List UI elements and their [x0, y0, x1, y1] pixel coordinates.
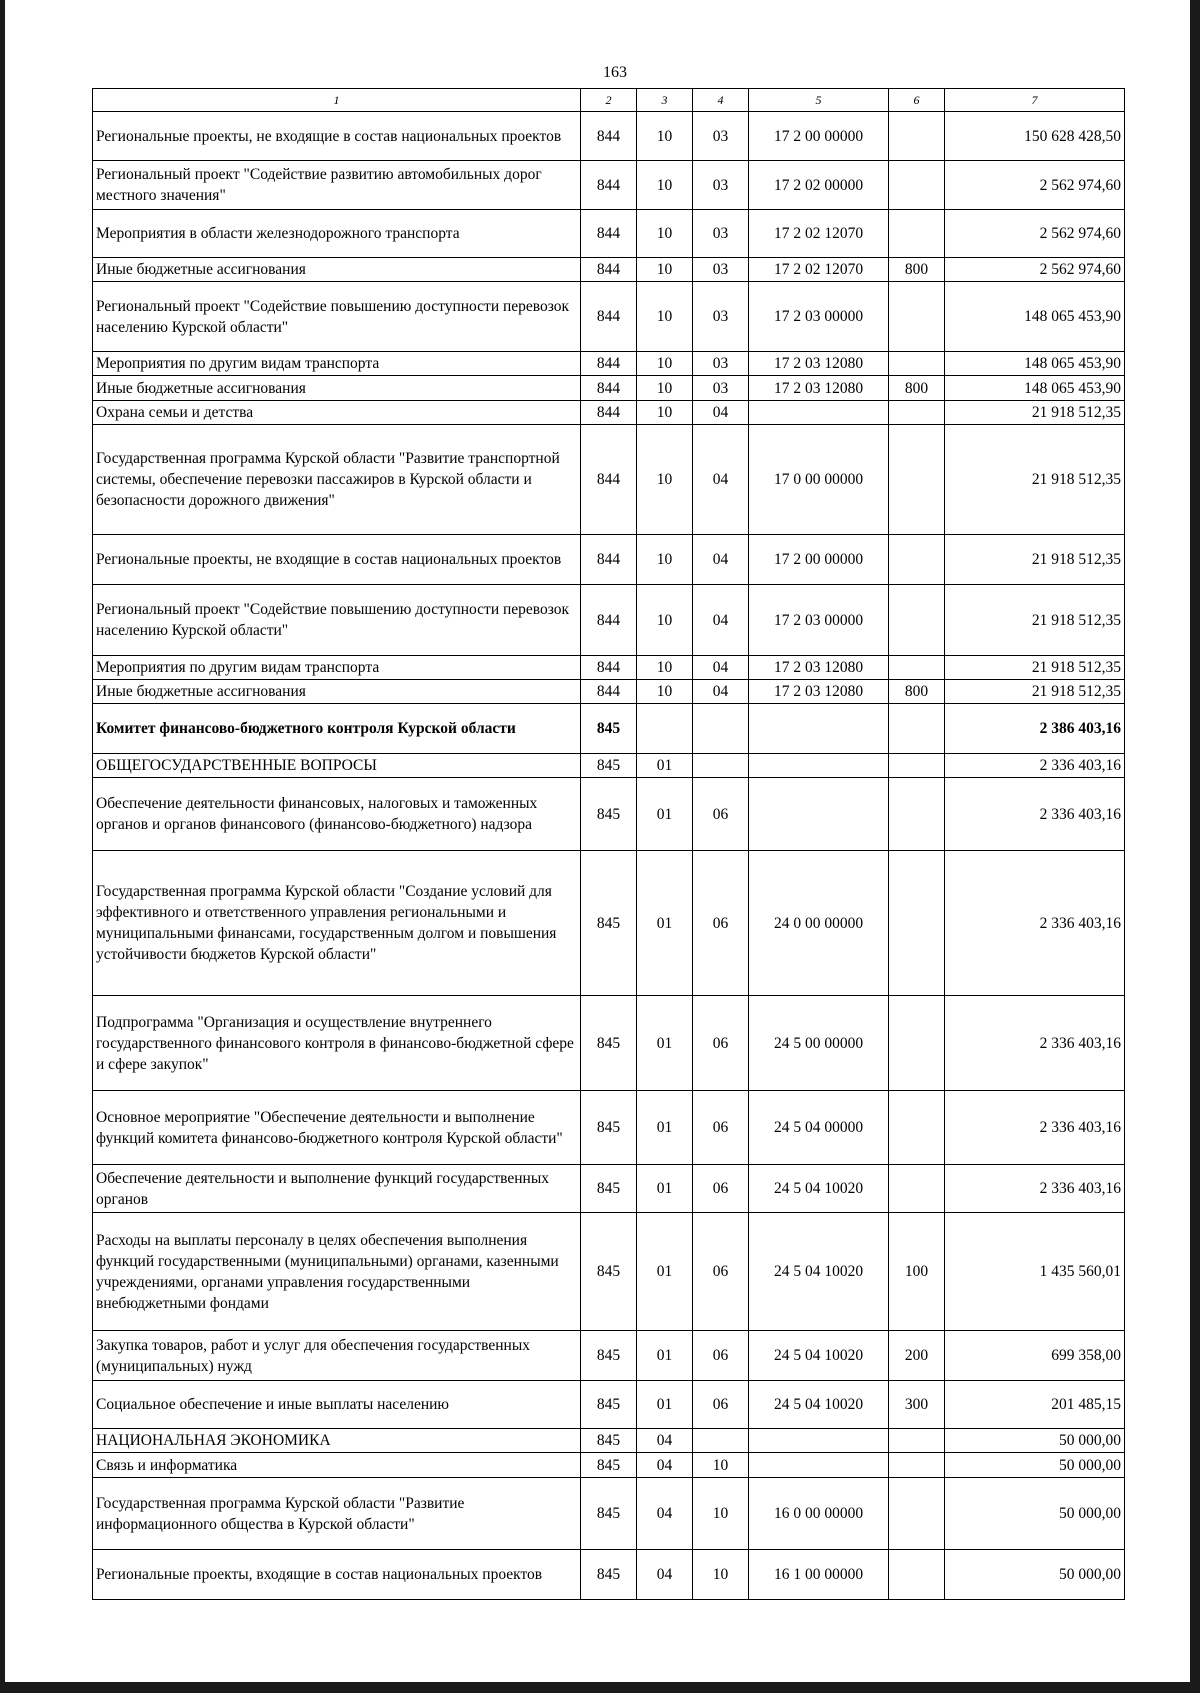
row-description: Социальное обеспечение и иные выплаты населению [93, 1381, 581, 1429]
column-number: 2 [581, 89, 637, 112]
subsection-code: 04 [693, 585, 749, 656]
row-description: Подпрограмма "Организация и осуществление внутреннего государственного финансового контроля в финансово-бюджетной сфере и сфере закупок" [93, 996, 581, 1091]
ministry-code: 844 [581, 585, 637, 656]
section-code: 01 [637, 1091, 693, 1165]
expense-type-code [889, 352, 945, 376]
amount: 2 386 403,16 [945, 704, 1125, 754]
section-code: 10 [637, 425, 693, 535]
expense-type-code: 800 [889, 680, 945, 704]
row-description: Комитет финансово-бюджетного контроля Курской области [93, 704, 581, 754]
row-description: Расходы на выплаты персоналу в целях обеспечения выполнения функций государственными (муниципальными) органами, казенными учреждениями, органами управления государственными внебюджетными фондами [93, 1213, 581, 1331]
section-code: 01 [637, 1165, 693, 1213]
table-row [93, 1213, 1125, 1331]
subsection-code: 03 [693, 112, 749, 161]
table-row [93, 376, 1125, 401]
target-article-code [749, 754, 889, 778]
amount: 148 065 453,90 [945, 352, 1125, 376]
column-number: 7 [945, 89, 1125, 112]
row-description: Мероприятия по другим видам транспорта [93, 656, 581, 680]
ministry-code: 845 [581, 1429, 637, 1453]
row-description: Государственная программа Курской области "Развитие транспортной системы, обеспечение перевозки пассажиров в Курской области и безопасности дорожного движения" [93, 425, 581, 535]
amount: 2 336 403,16 [945, 754, 1125, 778]
subsection-code [693, 704, 749, 754]
subsection-code: 03 [693, 282, 749, 352]
subsection-code: 04 [693, 680, 749, 704]
target-article-code: 24 5 04 10020 [749, 1213, 889, 1331]
column-number: 4 [693, 89, 749, 112]
target-article-code: 17 2 00 00000 [749, 112, 889, 161]
row-description: Региональный проект "Содействие развитию автомобильных дорог местного значения" [93, 161, 581, 210]
row-description: ОБЩЕГОСУДАРСТВЕННЫЕ ВОПРОСЫ [93, 754, 581, 778]
target-article-code: 24 0 00 00000 [749, 851, 889, 996]
section-code: 10 [637, 535, 693, 585]
amount: 50 000,00 [945, 1429, 1125, 1453]
table-row [93, 210, 1125, 258]
section-code: 01 [637, 1213, 693, 1331]
row-description: Охрана семьи и детства [93, 401, 581, 425]
target-article-code: 17 2 02 12070 [749, 210, 889, 258]
target-article-code: 17 2 03 12080 [749, 352, 889, 376]
table-row [93, 680, 1125, 704]
amount: 2 336 403,16 [945, 778, 1125, 851]
target-article-code [749, 1453, 889, 1478]
table-row [93, 1550, 1125, 1600]
target-article-code: 17 2 02 12070 [749, 258, 889, 282]
expense-type-code: 800 [889, 258, 945, 282]
subsection-code: 10 [693, 1478, 749, 1550]
expense-type-code [889, 585, 945, 656]
row-description: Закупка товаров, работ и услуг для обеспечения государственных (муниципальных) нужд [93, 1331, 581, 1381]
amount: 21 918 512,35 [945, 680, 1125, 704]
subsection-code: 04 [693, 401, 749, 425]
subsection-code [693, 1429, 749, 1453]
amount: 2 562 974,60 [945, 258, 1125, 282]
expense-type-code: 800 [889, 376, 945, 401]
amount: 2 336 403,16 [945, 851, 1125, 996]
section-code: 10 [637, 401, 693, 425]
target-article-code: 17 2 03 12080 [749, 376, 889, 401]
expense-type-code [889, 210, 945, 258]
subsection-code: 06 [693, 851, 749, 996]
amount: 50 000,00 [945, 1550, 1125, 1600]
section-code [637, 704, 693, 754]
table-row [93, 754, 1125, 778]
row-description: Связь и информатика [93, 1453, 581, 1478]
expense-type-code [889, 1091, 945, 1165]
ministry-code: 844 [581, 282, 637, 352]
scan-border-left [0, 0, 5, 1693]
section-code: 10 [637, 656, 693, 680]
ministry-code: 845 [581, 754, 637, 778]
expense-type-code [889, 1453, 945, 1478]
target-article-code [749, 778, 889, 851]
ministry-code: 845 [581, 778, 637, 851]
target-article-code: 24 5 04 00000 [749, 1091, 889, 1165]
table-row [93, 161, 1125, 210]
subsection-code: 06 [693, 1165, 749, 1213]
table-row [93, 1453, 1125, 1478]
expense-type-code [889, 996, 945, 1091]
target-article-code: 17 2 00 00000 [749, 535, 889, 585]
row-description: Региональный проект "Содействие повышению доступности перевозок населению Курской области" [93, 585, 581, 656]
expense-type-code [889, 1429, 945, 1453]
section-code: 04 [637, 1453, 693, 1478]
subsection-code: 04 [693, 425, 749, 535]
target-article-code: 17 2 03 00000 [749, 585, 889, 656]
ministry-code: 844 [581, 161, 637, 210]
section-code: 01 [637, 754, 693, 778]
target-article-code: 17 2 03 12080 [749, 680, 889, 704]
amount: 150 628 428,50 [945, 112, 1125, 161]
amount: 2 336 403,16 [945, 1165, 1125, 1213]
table-row [93, 1478, 1125, 1550]
expense-type-code [889, 1165, 945, 1213]
table-row [93, 778, 1125, 851]
ministry-code: 844 [581, 376, 637, 401]
row-description: Региональный проект "Содействие повышению доступности перевозок населению Курской области" [93, 282, 581, 352]
amount: 21 918 512,35 [945, 656, 1125, 680]
amount: 148 065 453,90 [945, 282, 1125, 352]
subsection-code: 06 [693, 1091, 749, 1165]
section-code: 01 [637, 1381, 693, 1429]
expense-type-code [889, 535, 945, 585]
ministry-code: 845 [581, 1550, 637, 1600]
target-article-code [749, 1429, 889, 1453]
subsection-code: 03 [693, 352, 749, 376]
table-row [93, 1091, 1125, 1165]
expense-type-code [889, 112, 945, 161]
scan-border-bottom [0, 1682, 1200, 1693]
target-article-code: 24 5 04 10020 [749, 1331, 889, 1381]
section-code: 10 [637, 161, 693, 210]
table-row [93, 585, 1125, 656]
row-description: Мероприятия в области железнодорожного транспорта [93, 210, 581, 258]
expense-type-code [889, 1550, 945, 1600]
table-row [93, 258, 1125, 282]
subsection-code: 04 [693, 656, 749, 680]
column-number: 3 [637, 89, 693, 112]
expense-type-code: 300 [889, 1381, 945, 1429]
section-code: 10 [637, 258, 693, 282]
section-code: 04 [637, 1478, 693, 1550]
ministry-code: 844 [581, 680, 637, 704]
budget-table [92, 88, 1125, 1600]
table-row [93, 425, 1125, 535]
subsection-code [693, 754, 749, 778]
section-code: 10 [637, 680, 693, 704]
target-article-code: 17 0 00 00000 [749, 425, 889, 535]
subsection-code: 06 [693, 1381, 749, 1429]
expense-type-code [889, 656, 945, 680]
subsection-code: 06 [693, 996, 749, 1091]
amount: 50 000,00 [945, 1478, 1125, 1550]
row-description: Обеспечение деятельности и выполнение функций государственных органов [93, 1165, 581, 1213]
page-number: 163 [603, 64, 627, 81]
row-description: Основное мероприятие "Обеспечение деятельности и выполнение функций комитета финансово-бюджетного контроля Курской области" [93, 1091, 581, 1165]
row-description: Иные бюджетные ассигнования [93, 376, 581, 401]
row-description: Региональные проекты, входящие в состав национальных проектов [93, 1550, 581, 1600]
ministry-code: 845 [581, 851, 637, 996]
table-row [93, 656, 1125, 680]
section-code: 10 [637, 585, 693, 656]
row-description: Государственная программа Курской области "Создание условий для эффективного и ответственного управления региональными и муниципальными финансами, государственным долгом и повышения устойчивости бюджетов Курской области" [93, 851, 581, 996]
subsection-code: 06 [693, 1213, 749, 1331]
ministry-code: 844 [581, 112, 637, 161]
target-article-code: 17 2 03 12080 [749, 656, 889, 680]
ministry-code: 845 [581, 1381, 637, 1429]
expense-type-code [889, 1478, 945, 1550]
target-article-code: 24 5 04 10020 [749, 1165, 889, 1213]
ministry-code: 844 [581, 210, 637, 258]
row-description: Региональные проекты, не входящие в состав национальных проектов [93, 535, 581, 585]
subsection-code: 03 [693, 210, 749, 258]
column-number: 1 [93, 89, 581, 112]
amount: 2 562 974,60 [945, 210, 1125, 258]
scan-border-right [1190, 0, 1200, 1693]
ministry-code: 845 [581, 1091, 637, 1165]
amount: 699 358,00 [945, 1331, 1125, 1381]
ministry-code: 845 [581, 1165, 637, 1213]
ministry-code: 845 [581, 1478, 637, 1550]
amount: 1 435 560,01 [945, 1213, 1125, 1331]
table-row [93, 1165, 1125, 1213]
table-row [93, 996, 1125, 1091]
ministry-code: 844 [581, 535, 637, 585]
ministry-code: 844 [581, 656, 637, 680]
row-description: Иные бюджетные ассигнования [93, 258, 581, 282]
subsection-code: 10 [693, 1453, 749, 1478]
amount: 21 918 512,35 [945, 585, 1125, 656]
row-description: Мероприятия по другим видам транспорта [93, 352, 581, 376]
subsection-code: 10 [693, 1550, 749, 1600]
target-article-code [749, 704, 889, 754]
ministry-code: 845 [581, 1213, 637, 1331]
table-row [93, 1429, 1125, 1453]
amount: 148 065 453,90 [945, 376, 1125, 401]
table-row [93, 352, 1125, 376]
section-code: 10 [637, 112, 693, 161]
target-article-code: 17 2 02 00000 [749, 161, 889, 210]
table-row [93, 535, 1125, 585]
table-row [93, 401, 1125, 425]
expense-type-code [889, 851, 945, 996]
expense-type-code [889, 754, 945, 778]
section-code: 10 [637, 210, 693, 258]
amount: 201 485,15 [945, 1381, 1125, 1429]
section-code: 01 [637, 996, 693, 1091]
section-code: 01 [637, 851, 693, 996]
ministry-code: 845 [581, 1453, 637, 1478]
table-body [93, 112, 1125, 1600]
subsection-code: 06 [693, 778, 749, 851]
ministry-code: 845 [581, 1331, 637, 1381]
ministry-code: 844 [581, 258, 637, 282]
ministry-code: 845 [581, 996, 637, 1091]
expense-type-code [889, 778, 945, 851]
expense-type-code: 100 [889, 1213, 945, 1331]
ministry-code: 845 [581, 704, 637, 754]
section-code: 01 [637, 1331, 693, 1381]
target-article-code: 17 2 03 00000 [749, 282, 889, 352]
ministry-code: 844 [581, 401, 637, 425]
expense-type-code [889, 161, 945, 210]
section-code: 10 [637, 352, 693, 376]
row-description: НАЦИОНАЛЬНАЯ ЭКОНОМИКА [93, 1429, 581, 1453]
section-code: 01 [637, 778, 693, 851]
column-number: 5 [749, 89, 889, 112]
section-code: 04 [637, 1429, 693, 1453]
expense-type-code: 200 [889, 1331, 945, 1381]
section-code: 10 [637, 376, 693, 401]
expense-type-code [889, 401, 945, 425]
expense-type-code [889, 704, 945, 754]
table-row [93, 1331, 1125, 1381]
target-article-code: 24 5 04 10020 [749, 1381, 889, 1429]
row-description: Государственная программа Курской области "Развитие информационного общества в Курской области" [93, 1478, 581, 1550]
subsection-code: 03 [693, 258, 749, 282]
table-row [93, 851, 1125, 996]
column-number-row [93, 89, 1125, 112]
amount: 21 918 512,35 [945, 401, 1125, 425]
row-description: Иные бюджетные ассигнования [93, 680, 581, 704]
amount: 21 918 512,35 [945, 535, 1125, 585]
table-row [93, 704, 1125, 754]
column-number: 6 [889, 89, 945, 112]
table-row [93, 282, 1125, 352]
target-article-code [749, 401, 889, 425]
ministry-code: 844 [581, 352, 637, 376]
target-article-code: 24 5 00 00000 [749, 996, 889, 1091]
target-article-code: 16 1 00 00000 [749, 1550, 889, 1600]
subsection-code: 06 [693, 1331, 749, 1381]
subsection-code: 03 [693, 161, 749, 210]
row-description: Региональные проекты, не входящие в состав национальных проектов [93, 112, 581, 161]
table-row [93, 112, 1125, 161]
subsection-code: 03 [693, 376, 749, 401]
amount: 21 918 512,35 [945, 425, 1125, 535]
expense-type-code [889, 425, 945, 535]
amount: 2 562 974,60 [945, 161, 1125, 210]
subsection-code: 04 [693, 535, 749, 585]
amount: 2 336 403,16 [945, 1091, 1125, 1165]
ministry-code: 844 [581, 425, 637, 535]
section-code: 04 [637, 1550, 693, 1600]
section-code: 10 [637, 282, 693, 352]
amount: 50 000,00 [945, 1453, 1125, 1478]
amount: 2 336 403,16 [945, 996, 1125, 1091]
expense-type-code [889, 282, 945, 352]
target-article-code: 16 0 00 00000 [749, 1478, 889, 1550]
row-description: Обеспечение деятельности финансовых, налоговых и таможенных органов и органов финансового (финансово-бюджетного) надзора [93, 778, 581, 851]
table-row [93, 1381, 1125, 1429]
